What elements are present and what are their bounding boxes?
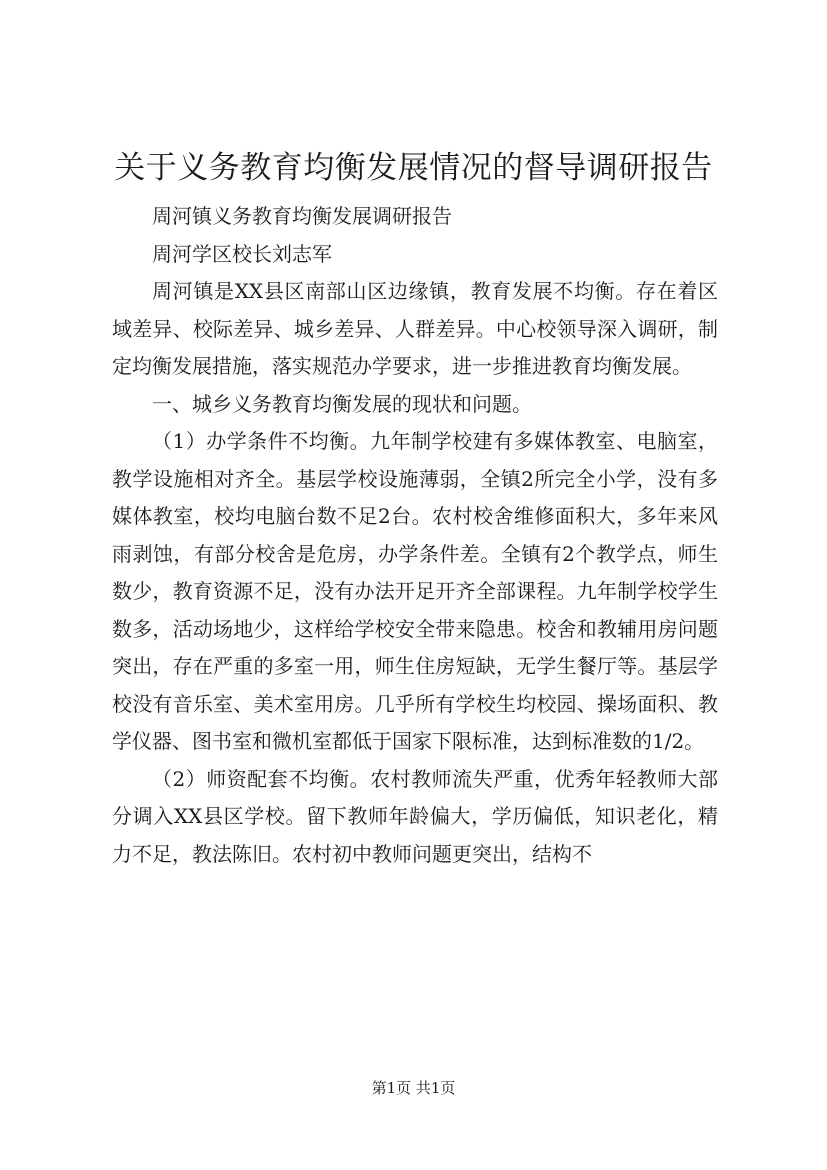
document-title: 关于义务教育均衡发展情况的督导调研报告 (114, 150, 713, 186)
intro-paragraph: 周河镇是XX县区南部山区边缘镇，教育发展不均衡。存在着区域差异、校际差异、城乡差异、人群差异。中心校领导深入调研，制定均衡发展措施，落实规范办学要求，进一步推进教育均衡发展。 (112, 279, 718, 378)
subtitle-paragraph: 周河镇义务教育均衡发展调研报告 (152, 204, 452, 228)
page-footer: 第1页 共1页 (371, 1079, 456, 1097)
author-paragraph: 周河学区校长刘志军 (152, 241, 332, 266)
section-heading: 一、城乡义务教育均衡发展的现状和问题。 (152, 391, 532, 416)
body-paragraph: （1）办学条件不均衡。九年制学校建有多媒体教室、电脑室，教学设施相对齐全。基层学校设施薄弱，全镇2所完全小学，没有多媒体教室，校均电脑台数不足2台。农村校舍维修面积大，多年来风雨剥蚀，有部分校舍是危房，办学条件差。全镇有2个教学点，师生数少，教育资源不足，没有办法开足开齐全部课程。九年制学校学生数多，活动场地少，这样给学校安全带来隐患。校舍和教辅用房问题突出，存在严重的多室一用，师生住房短缺，无学生餐厅等。基层学校没有音乐室、美术室用房。几乎所有学校生均校园、操场面积、教学仪器、图书室和微机室都低于国家下限标准，达到标准数的1/2。 (112, 429, 718, 753)
document-body (112, 198, 718, 873)
body-paragraph: （2）师资配套不均衡。农村教师流失严重，优秀年轻教师大部分调入XX县区学校。留下教师年龄偏大，学历偏低，知识老化，精力不足，教法陈旧。农村初中教师问题更突出，结构不 (112, 766, 718, 866)
